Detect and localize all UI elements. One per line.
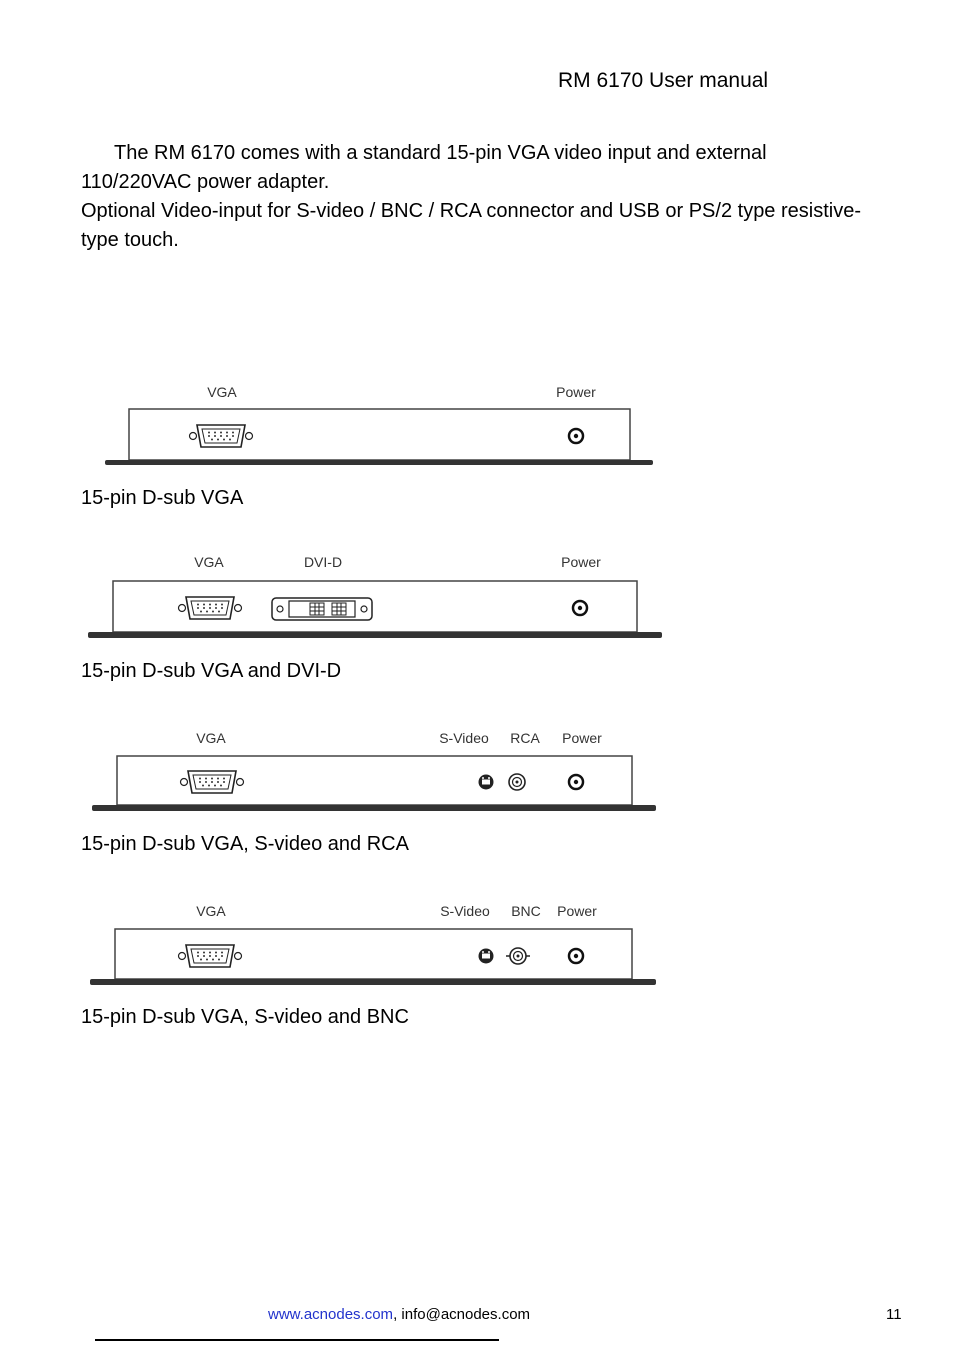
footer-divider	[95, 1339, 499, 1341]
diagram-vga-svideo-bnc	[90, 903, 656, 985]
vga-label: VGA	[196, 730, 226, 746]
diagram-vga	[105, 384, 653, 465]
power-port-icon	[573, 601, 587, 615]
intro-paragraph-2: Optional Video-input for S-video / BNC / RCA connector and USB or PS/2 type resistive-type touch.	[81, 200, 861, 251]
page-number: 11	[886, 1306, 902, 1323]
svideo-port-icon	[479, 949, 494, 964]
vga-label: VGA	[207, 384, 237, 400]
rca-port-icon	[509, 774, 525, 790]
power-label: Power	[561, 554, 601, 570]
dvi-port-icon	[272, 598, 372, 620]
website-link[interactable]: www.acnodes.com	[268, 1306, 394, 1323]
power-port-icon	[569, 775, 583, 789]
page-header-title: RM 6170 User manual	[558, 69, 769, 92]
caption-vga: 15-pin D-sub VGA	[81, 487, 244, 509]
svideo-port-icon	[479, 775, 494, 790]
svideo-label: S-Video	[439, 730, 489, 746]
bnc-label: BNC	[511, 903, 541, 919]
footer	[268, 1306, 530, 1323]
email-text: info@acnodes.com	[401, 1306, 531, 1323]
power-port-icon	[569, 949, 583, 963]
svideo-label: S-Video	[440, 903, 490, 919]
power-label: Power	[562, 730, 602, 746]
caption-vga-dvi: 15-pin D-sub VGA and DVI-D	[81, 660, 342, 682]
power-label: Power	[557, 903, 597, 919]
diagram-vga-dvi	[88, 554, 662, 638]
footer-separator: ,	[393, 1306, 402, 1323]
intro-paragraph-1: The RM 6170 comes with a standard 15-pin VGA video input and external 110/220VAC power adapter.	[81, 142, 767, 193]
vga-label: VGA	[194, 554, 224, 570]
rca-label: RCA	[510, 730, 540, 746]
vga-label: VGA	[196, 903, 226, 919]
power-port-icon	[569, 429, 583, 443]
diagram-vga-svideo-rca	[92, 730, 656, 811]
caption-vga-svideo-rca: 15-pin D-sub VGA, S-video and RCA	[81, 833, 409, 855]
power-label: Power	[556, 384, 596, 400]
caption-vga-svideo-bnc: 15-pin D-sub VGA, S-video and BNC	[81, 1006, 409, 1028]
dvi-label: DVI-D	[303, 554, 343, 570]
